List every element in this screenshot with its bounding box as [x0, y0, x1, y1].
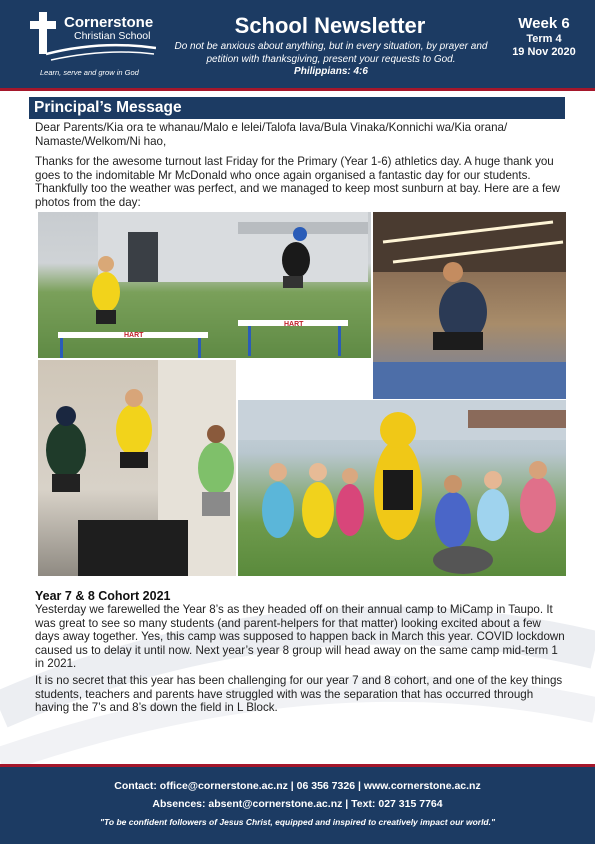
issue-info — [500, 14, 588, 59]
hurdles-photo — [38, 212, 371, 358]
newsletter-footer — [0, 764, 595, 844]
cohort-paragraph-2: It is no secret that this year has been challenging for our year 7 and 8 cohort, and one of the key things students, teachers and parents have struggled with was the separation that has occurred through having the 7’s and 8’s down the field in L Block. — [35, 674, 563, 715]
greeting-paragraph: Dear Parents/Kia ora te whanau/Malo e lelei/Talofa lava/Bula Vinaka/Konnichi wa/Kia orana/ Namaste/Welkom/Ni hao, — [35, 121, 508, 148]
cohort-paragraph-1: Yesterday we farewelled the Year 8’s as they headed off on their annual camp to MiCamp in Taupo. It was great to see so many students (and parent-helpers for that matter) looking excited about a few days away together. Yes, this camp was supposed to happen back in March this year. COVID lockdown caused us to delay it until now. Next year’s year 8 group will head away on the same camp mid-term 1 in 2021. — [35, 603, 565, 671]
issue-week: Week 6 — [518, 15, 570, 32]
school-name: Cornerstone — [64, 14, 154, 31]
logo-swoosh — [46, 40, 156, 62]
hurdle-brand-2: HART — [284, 321, 304, 328]
podium-photo — [38, 360, 236, 576]
newsletter-header — [0, 0, 595, 91]
cohort-heading: Year 7 & 8 Cohort 2021 — [35, 589, 171, 603]
hurdle-brand-1: HART — [124, 332, 144, 339]
verse-reference: Philippians: 4:6 — [294, 66, 368, 77]
group-mascot-photo — [238, 400, 566, 576]
athletics-paragraph: Thanks for the awesome turnout last Friday for the Primary (Year 1-6) athletics day. A huge thank you goes to the indomitable Mr McDonald who once again organised a fantastic day for our students. Thankfully too the weather was perfect, and we managed to keep most sunburn at bay. Here are a few photos from the day: — [35, 155, 561, 209]
issue-date: 19 Nov 2020 — [512, 46, 576, 58]
section-heading-principal — [29, 97, 565, 119]
footer-motto: "To be confident followers of Jesus Christ, equipped and inspired to creatively impact our world." — [99, 817, 496, 827]
newsletter-title: School Newsletter — [234, 13, 426, 38]
section-heading-text: Principal’s Message — [34, 99, 182, 116]
footer-contact: Contact: office@cornerstone.ac.nz | 06 356 7326 | www.cornerstone.ac.nz — [114, 780, 481, 792]
long-jump-photo — [373, 212, 566, 399]
header-verse — [165, 41, 497, 79]
athletics-photo-collage — [38, 212, 566, 576]
school-tagline: Learn, serve and grow in God — [40, 68, 139, 77]
issue-term: Term 4 — [526, 33, 562, 45]
school-logo — [16, 8, 166, 78]
school-subname: Christian School — [74, 30, 151, 42]
footer-absences: Absences: absent@cornerstone.ac.nz | Text: 027 315 7764 — [152, 798, 443, 810]
verse-text: Do not be anxious about anything, but in every situation, by prayer and petition with thanksgiving, present your requests to God. — [174, 41, 488, 65]
